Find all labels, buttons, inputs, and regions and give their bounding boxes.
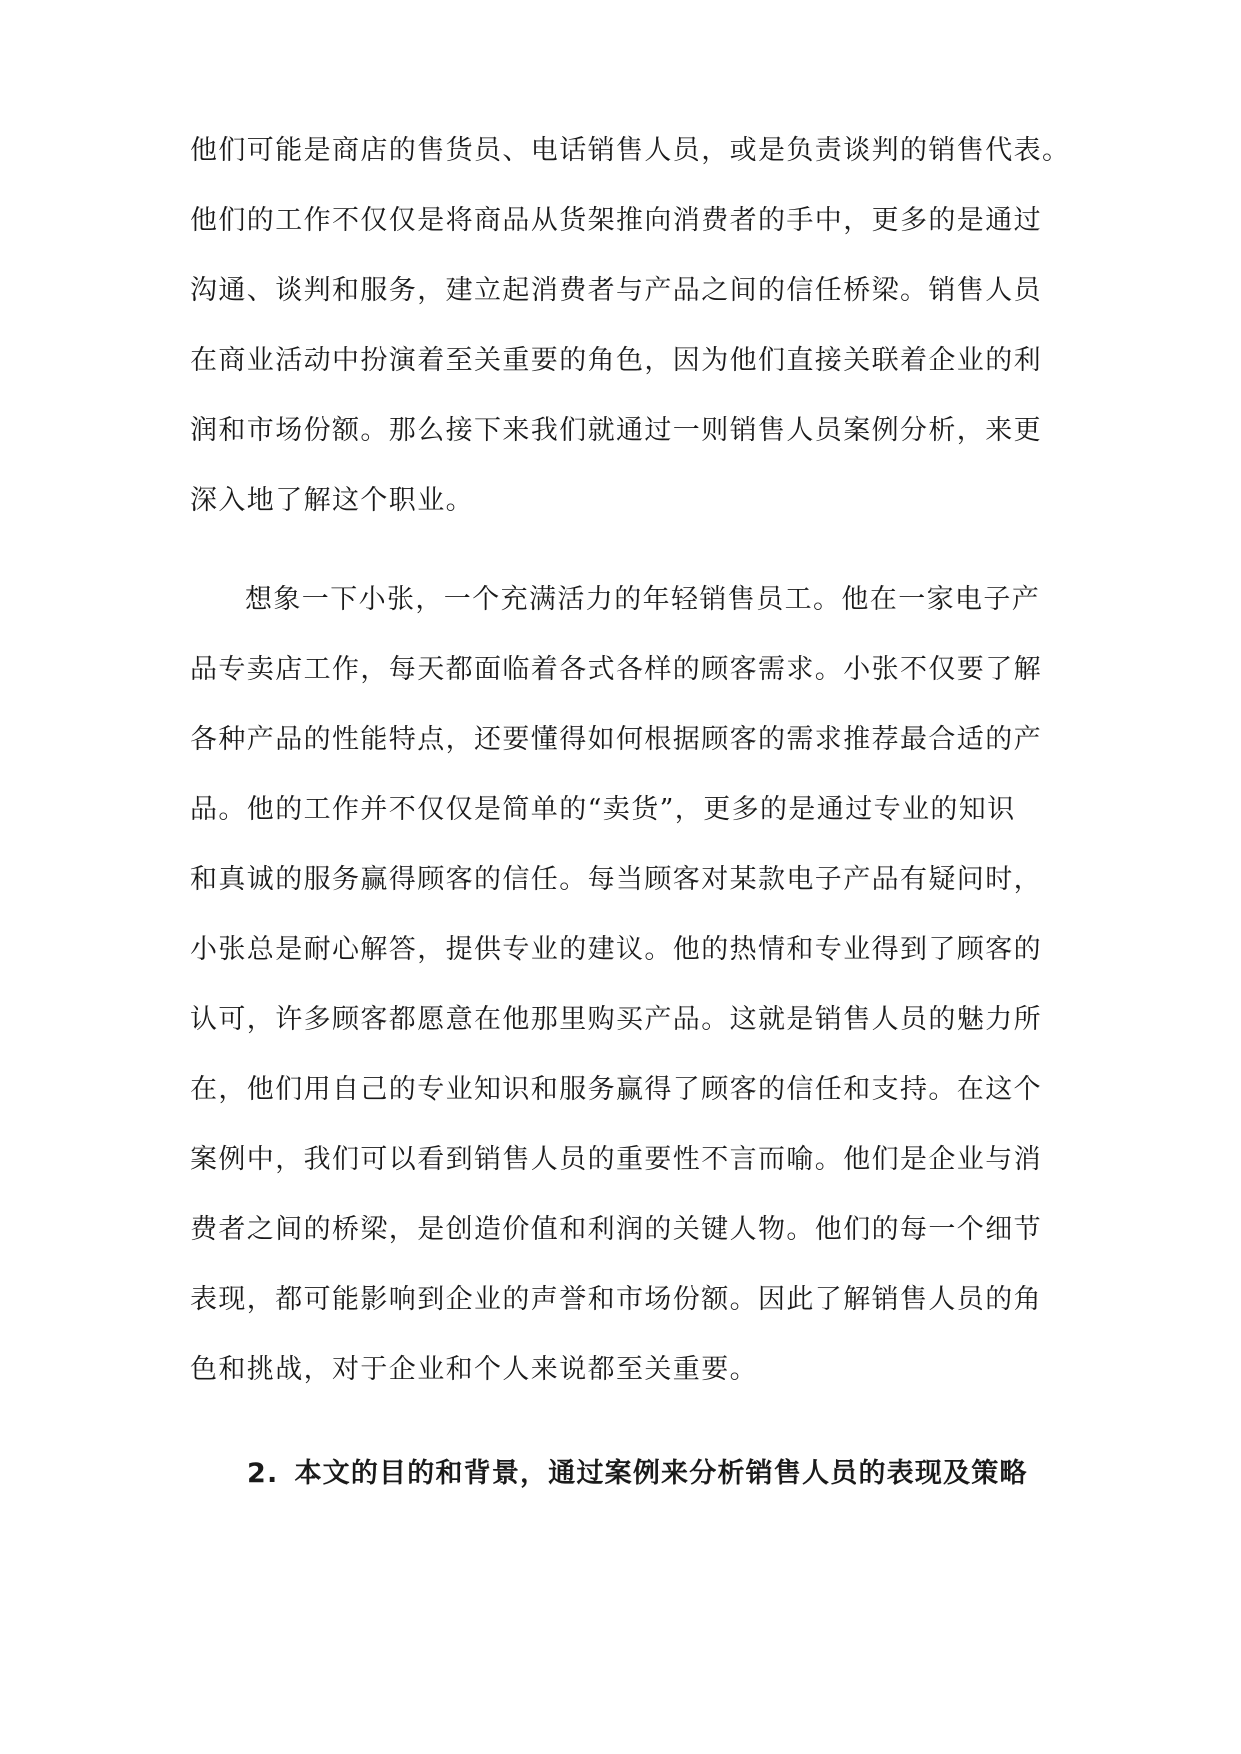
paragraph-line: 他们可能是商店的售货员、电话销售人员，或是负责谈判的销售代表。 xyxy=(190,135,1071,166)
paragraph-line: 认可，许多顾客都愿意在他那里购买产品。这就是销售人员的魅力所 xyxy=(190,1004,1042,1035)
paragraph-line: 色和挑战，对于企业和个人来说都至关重要。 xyxy=(190,1354,758,1385)
section-title: 本文的目的和背景，通过案例来分析销售人员的表现及策略 xyxy=(294,1458,1028,1489)
paragraph-line: 品专卖店工作，每天都面临着各式各样的顾客需求。小张不仅要了解 xyxy=(190,654,1042,685)
paragraph-line: 在，他们用自己的专业知识和服务赢得了顾客的信任和支持。在这个 xyxy=(190,1074,1042,1105)
paragraph-line: 小张总是耐心解答，提供专业的建议。他的热情和专业得到了顾客的 xyxy=(190,934,1042,965)
paragraph-line: 费者之间的桥梁，是创造价值和利润的关键人物。他们的每一个细节 xyxy=(190,1214,1042,1245)
paragraph-line: 在商业活动中扮演着至关重要的角色，因为他们直接关联着企业的利 xyxy=(190,345,1042,376)
paragraph-line: 深入地了解这个职业。 xyxy=(190,485,474,516)
paragraph-line: 和真诚的服务赢得顾客的信任。每当顾客对某款电子产品有疑问时， xyxy=(190,864,1042,895)
paragraph-line: 润和市场份额。那么接下来我们就通过一则销售人员案例分析，来更 xyxy=(190,415,1042,446)
paragraph-line: 想象一下小张，一个充满活力的年轻销售员工。他在一家电子产 xyxy=(245,584,1041,615)
paragraph-line: 他们的工作不仅仅是将商品从货架推向消费者的手中，更多的是通过 xyxy=(190,205,1042,236)
paragraph-line: 表现，都可能影响到企业的声誉和市场份额。因此了解销售人员的角 xyxy=(190,1284,1042,1315)
paragraph-line: 各种产品的性能特点，还要懂得如何根据顾客的需求推荐最合适的产 xyxy=(190,724,1042,755)
paragraph-line: 沟通、谈判和服务，建立起消费者与产品之间的信任桥梁。销售人员 xyxy=(190,275,1042,306)
section-number: 2. xyxy=(247,1458,279,1489)
paragraph-line: 案例中，我们可以看到销售人员的重要性不言而喻。他们是企业与消 xyxy=(190,1144,1042,1175)
section-heading xyxy=(247,1456,1077,1492)
paragraph-line: 品。他的工作并不仅仅是简单的“卖货”，更多的是通过专业的知识 xyxy=(190,794,1016,825)
